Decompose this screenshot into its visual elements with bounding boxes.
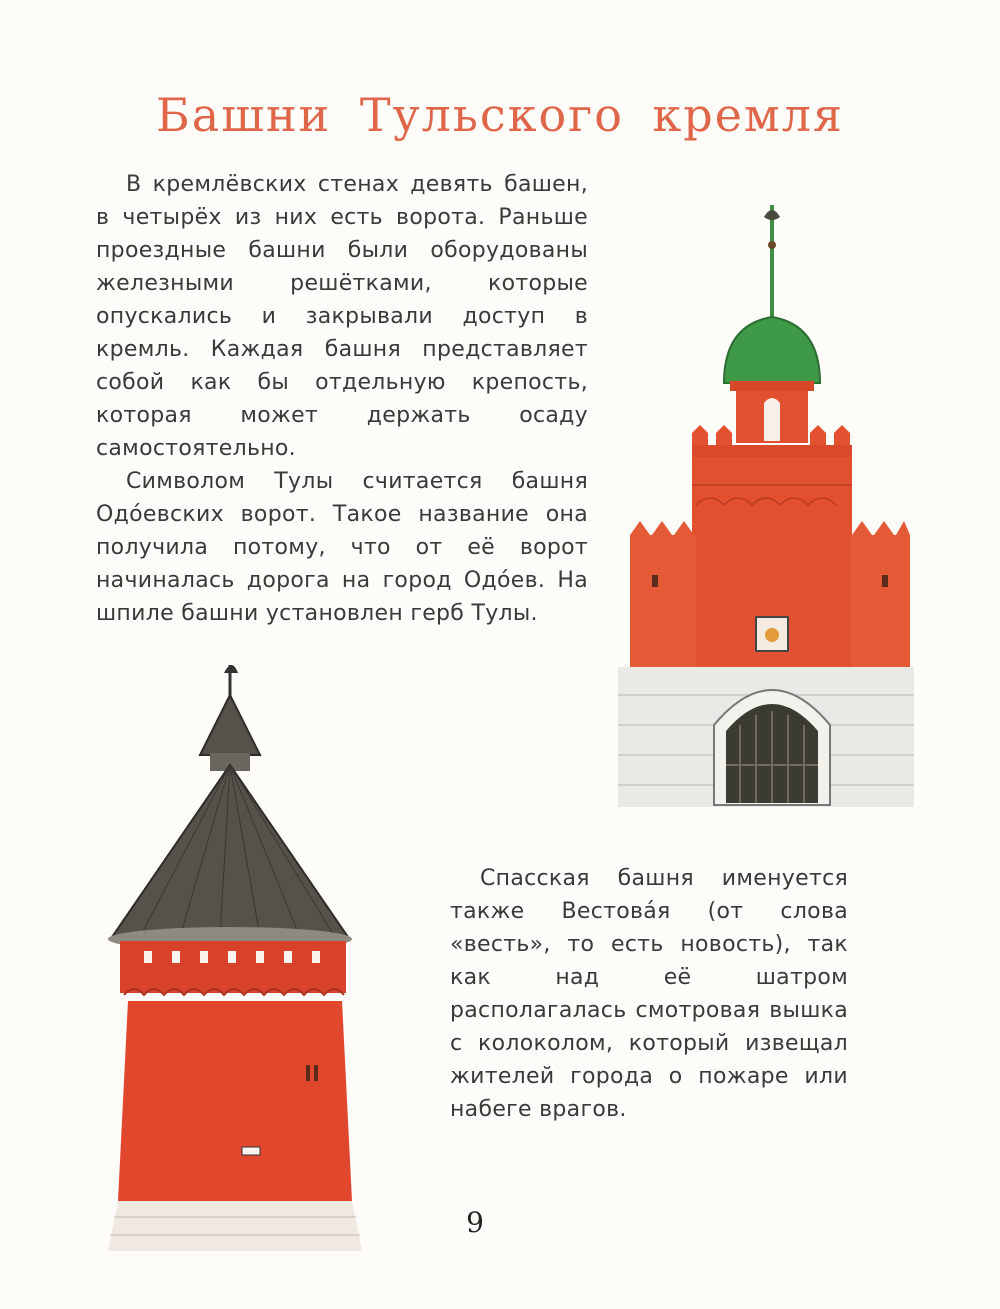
page-number: 9 [466, 1206, 484, 1239]
page-title: Башни Тульского кремля [155, 88, 844, 142]
text-block-spasskaya [450, 862, 848, 1126]
paragraph: В кремлёвских стенах девять башен, в четырёх из них есть ворота. Раньше проездные башни были оборудованы железными решётками, которые опускались и закрывали доступ в кремль. Каждая башня представляет собой как бы отдельную крепость, которая может держать осаду самостоятельно. [96, 172, 588, 461]
odoevsky-gate-tower-illustration [600, 205, 916, 815]
text-block-intro [96, 168, 588, 630]
paragraph: Символом Тулы считается башня Одо́евских ворот. Такое название она получила потому, что от её ворот начиналась дорога на город Одо́ев. На шпиле башни установлен герб Тулы. [96, 469, 588, 626]
paragraph: Спасская башня именуется также Вестова́я (от слова «весть», то есть новость), так как над её шатром располагалась смотровая вышка с колоколом, который извещал жителей города о пожаре или набеге врагов. [450, 866, 848, 1122]
spasskaya-tower-illustration [100, 655, 375, 1255]
